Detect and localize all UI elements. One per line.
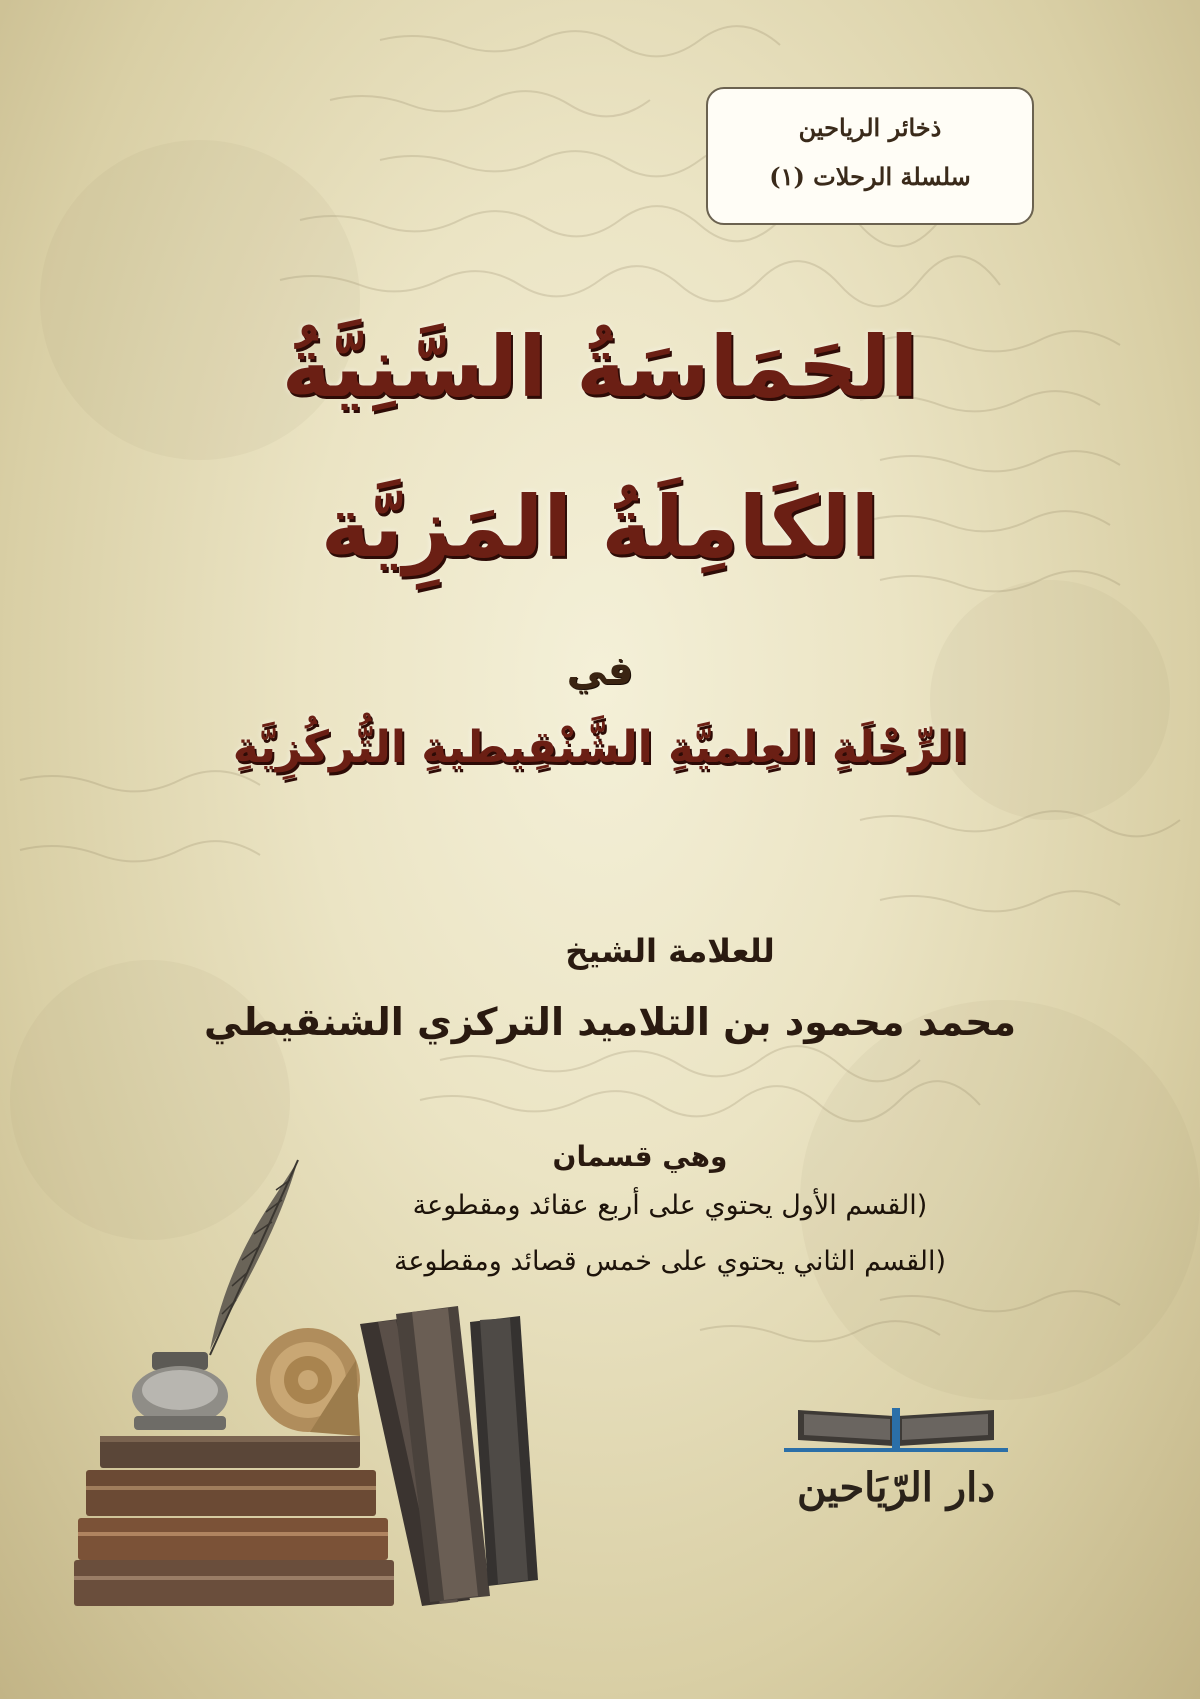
parts-label: وهي قسمان xyxy=(552,1140,728,1173)
subtitle: الرِّحْلَةِ العِلميَّةِ الشَّنْقِيطيةِ التُّركُزِيَّةِ xyxy=(232,722,968,773)
publisher-name: دار الرّيَاحين xyxy=(796,1464,996,1511)
series-box xyxy=(706,87,1034,225)
inkwell-icon xyxy=(132,1352,228,1430)
part-item: (القسم الأول يحتوي على أربع عقائد ومقطوعة xyxy=(412,1190,928,1221)
series-number: سلسلة الرحلات (١) xyxy=(769,162,971,191)
part-item: (القسم الثاني يحتوي على خمس قصائد ومقطوعة xyxy=(393,1246,947,1277)
open-book-icon xyxy=(780,1392,1012,1456)
title-connector: في xyxy=(566,648,634,694)
publisher-logo xyxy=(780,1392,1012,1512)
book-stack xyxy=(74,1436,394,1606)
author-name: محمد محمود بن التلاميد التركزي الشنقيطي xyxy=(203,1000,1017,1044)
title-line-1: الحَمَاسَةُ السَّنِيَّةُ xyxy=(281,318,919,416)
author-label: للعلامة الشيخ xyxy=(565,932,775,970)
feather-icon xyxy=(210,1160,298,1355)
scroll-icon xyxy=(256,1328,360,1436)
title-line-2: الكَامِلَةُ المَزِيَّة xyxy=(320,478,880,576)
books-illustration xyxy=(60,1140,600,1610)
series-name: ذخائر الرياحين xyxy=(798,113,942,142)
